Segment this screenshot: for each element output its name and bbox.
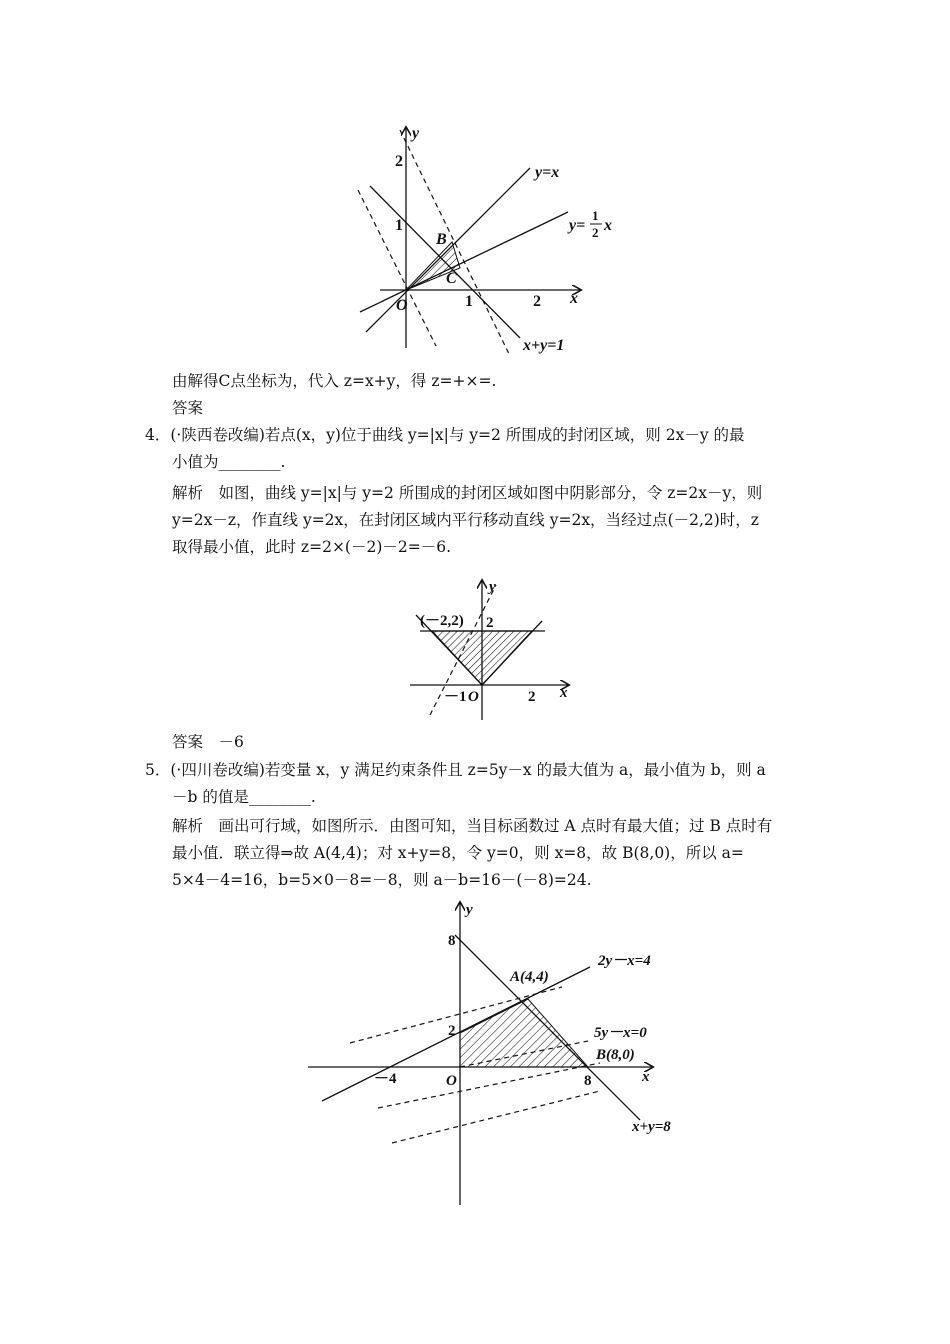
tick-y-2: 2 (448, 1023, 456, 1039)
tick-y-8: 8 (448, 933, 456, 949)
analysis-4-line-3: 取得最小值，此时 z=2×(－2)－2=－6. (172, 538, 452, 556)
origin-label: O (446, 1073, 457, 1089)
answer-4: 答案 －6 (172, 733, 244, 751)
text-line-1: 由解得C点坐标为，代入 z=x+y，得 z=+×=. (172, 372, 497, 390)
line-5y-minus-x-label: 5y－x=0 (594, 1025, 647, 1041)
tick-y-2: 2 (395, 153, 403, 170)
line-half-prefix-label: y= (569, 217, 586, 234)
tick-x-neg-1: －1 (444, 689, 467, 705)
x-axis-label: x (642, 1069, 650, 1085)
x-axis-label: x (560, 685, 568, 701)
line-x-plus-y-eq-1 (370, 186, 520, 338)
tick-x-2: 2 (528, 689, 536, 705)
tick-x-1: 1 (465, 293, 473, 310)
analysis-5-line-1: 解析 画出可行域，如图所示．由图可知，当目标函数过 A 点时有最大值；过 B 点时有 (172, 817, 773, 835)
line-sum-label: x+y=1 (523, 337, 565, 354)
question-4-line-1: 4．(·陕西卷改编)若点(x，y)位于曲线 y=|x|与 y=2 所围成的封闭区域，则 2x－y 的最 (145, 426, 745, 444)
line-y-eq-x-label: y=x (535, 164, 560, 181)
figure-1-linear-region (340, 120, 640, 360)
line-2y-minus-x-label: 2y－x=4 (598, 953, 651, 969)
point-a-label: A(4,4) (510, 969, 549, 985)
analysis-5-line-2: 最小值．联立得⇒故 A(4,4)；对 x+y=8，令 y=0，则 x=8，故 B(8,0)，所以 a= (172, 844, 744, 862)
point-b-label: B(8,0) (596, 1047, 635, 1063)
analysis-4-line-2: y=2x－z，作直线 y=2x，在封闭区域内平行移动直线 y=2x，当经过点(－2,2)时，z (172, 511, 759, 529)
origin-label: O (396, 297, 408, 314)
point-c-label: C (446, 270, 457, 287)
y-axis-label: y (412, 125, 420, 142)
answer-label-3: 答案 (172, 399, 204, 417)
y-axis-label: y (489, 579, 496, 595)
question-5-line-2: －b 的值是________. (172, 788, 316, 806)
half-x-label: x (604, 217, 612, 234)
tick-x-2: 2 (533, 293, 541, 310)
analysis-5-line-3: 5×4－4=16，b=5×0－8=－8，则 a－b=16－(－8)=24. (172, 871, 592, 889)
origin-label: O (468, 689, 479, 705)
figure-2-abs-region (400, 575, 580, 725)
tick-x-neg-4: －4 (374, 1071, 397, 1087)
dashed-line-lower-1 (378, 1063, 600, 1108)
point-b-label: B (436, 231, 447, 248)
analysis-4-line-1: 解析 如图，曲线 y=|x|与 y=2 所围成的封闭区域如图中阴影部分，令 z=2x－y，则 (172, 484, 763, 502)
half-numerator: 1 (592, 208, 599, 223)
tick-y-2: 2 (486, 615, 494, 631)
question-4-line-2: 小值为________. (172, 453, 286, 471)
line-y-eq-x (366, 168, 530, 332)
tick-x-8: 8 (584, 1073, 592, 1089)
line-x-plus-y-label: x+y=8 (632, 1119, 671, 1135)
question-5-line-1: 5．(·四川卷改编)若变量 x，y 满足约束条件且 z=5y－x 的最大值为 a，最小值为 b，则 a (145, 761, 766, 779)
tick-y-1: 1 (395, 217, 403, 234)
shaded-feasible-region (460, 999, 588, 1067)
y-axis-label: y (466, 902, 473, 918)
x-axis-label: x (570, 290, 578, 307)
figure-3-feasible-region (300, 895, 700, 1210)
point-label: (－2,2) (420, 613, 464, 629)
half-denominator: 2 (592, 225, 599, 240)
